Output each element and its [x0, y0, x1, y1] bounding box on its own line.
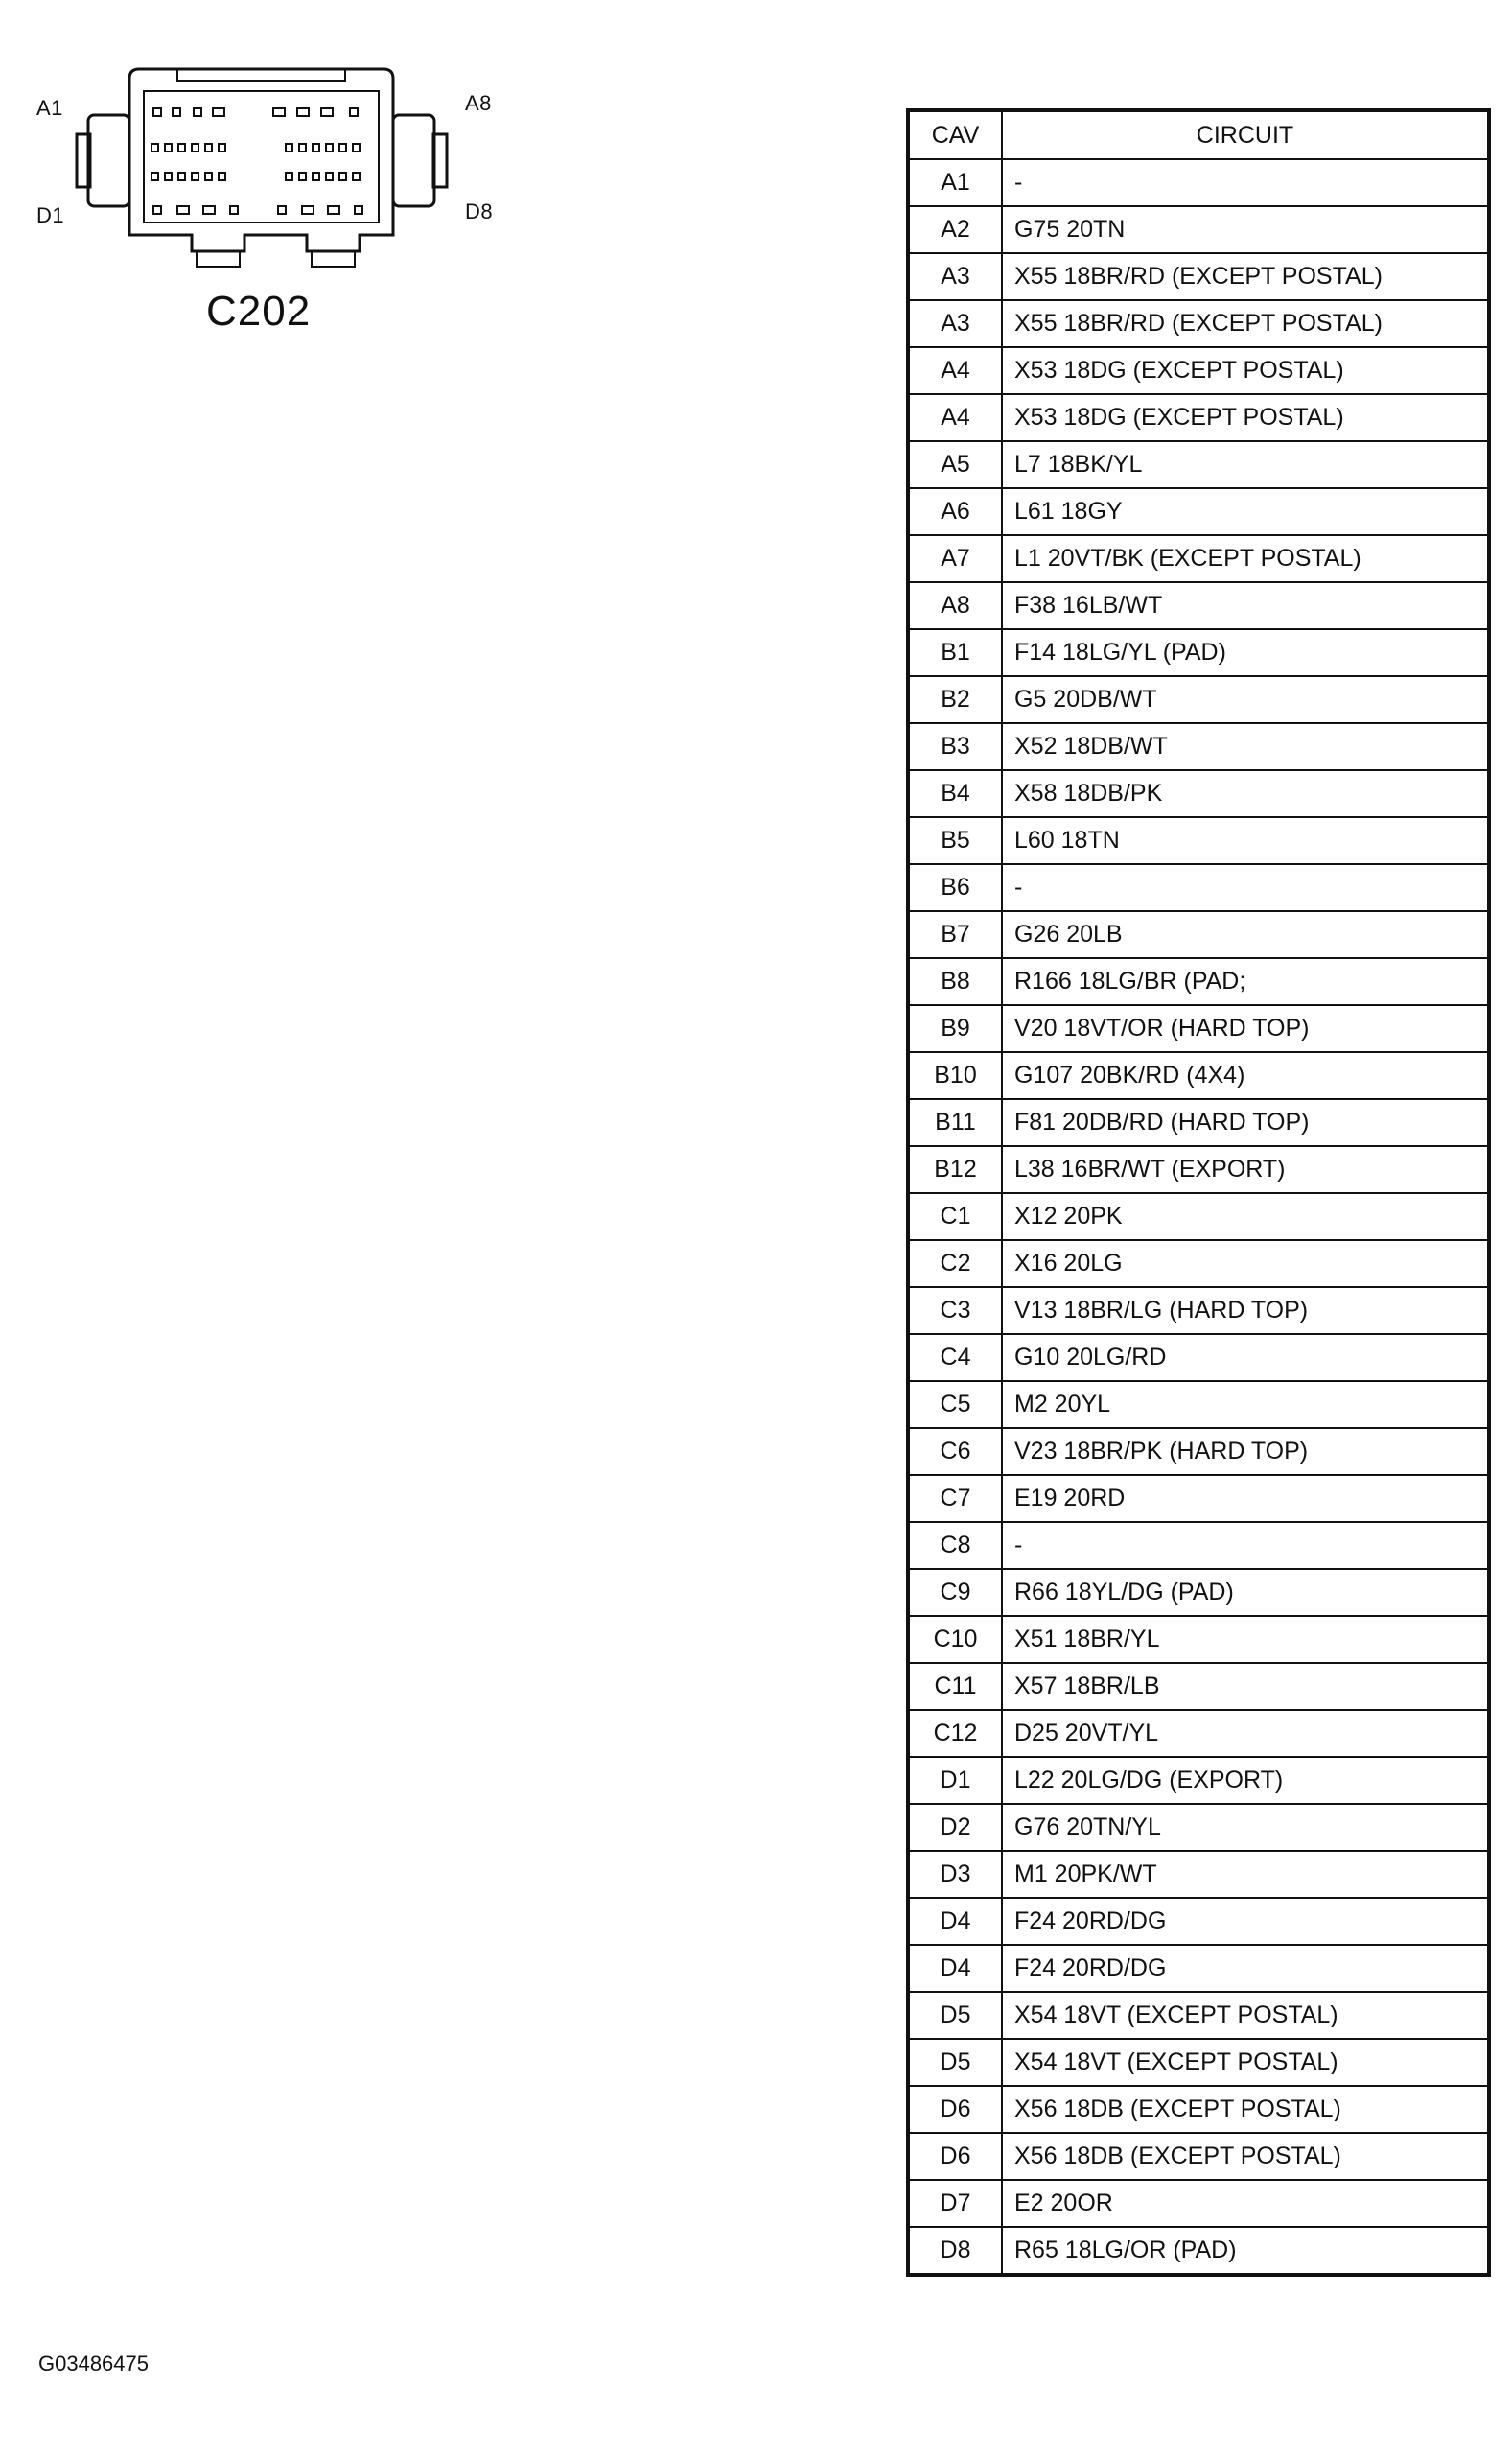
pin-label-a8: A8	[465, 91, 492, 115]
cav-cell: C12	[908, 1710, 1002, 1757]
table-row	[908, 1146, 1489, 1193]
circuit-cell: G76 20TN/YL	[1002, 1804, 1489, 1851]
table-row	[908, 1334, 1489, 1381]
cav-cell: B2	[908, 676, 1002, 723]
cav-cell: C9	[908, 1569, 1002, 1616]
circuit-cell: L22 20LG/DG (EXPORT)	[1002, 1757, 1489, 1804]
table-row	[908, 2086, 1489, 2133]
circuit-cell: X54 18VT (EXCEPT POSTAL)	[1002, 1992, 1489, 2039]
circuit-cell: V23 18BR/PK (HARD TOP)	[1002, 1428, 1489, 1475]
table-row	[908, 441, 1489, 488]
circuit-cell: M2 20YL	[1002, 1381, 1489, 1428]
cav-cell: A3	[908, 300, 1002, 347]
circuit-cell: F24 20RD/DG	[1002, 1945, 1489, 1992]
cav-cell: B7	[908, 911, 1002, 958]
table-row	[908, 1475, 1489, 1522]
circuit-cell: X57 18BR/LB	[1002, 1663, 1489, 1710]
cav-cell: D2	[908, 1804, 1002, 1851]
cav-cell: B6	[908, 864, 1002, 911]
circuit-cell: E19 20RD	[1002, 1475, 1489, 1522]
circuit-cell: -	[1002, 864, 1489, 911]
cav-cell: C11	[908, 1663, 1002, 1710]
circuit-cell: X16 20LG	[1002, 1240, 1489, 1287]
header-cav: CAV	[908, 110, 1002, 159]
table-row	[908, 1099, 1489, 1146]
cav-cell: B11	[908, 1099, 1002, 1146]
table-row	[908, 1945, 1489, 1992]
cav-cell: A4	[908, 347, 1002, 394]
cav-cell: D5	[908, 2039, 1002, 2086]
cav-cell: D4	[908, 1945, 1002, 1992]
circuit-cell: X56 18DB (EXCEPT POSTAL)	[1002, 2133, 1489, 2180]
table-row	[908, 347, 1489, 394]
circuit-cell: X54 18VT (EXCEPT POSTAL)	[1002, 2039, 1489, 2086]
table-row	[908, 864, 1489, 911]
circuit-cell: X53 18DG (EXCEPT POSTAL)	[1002, 347, 1489, 394]
cavity-circuit-table	[906, 108, 1491, 2277]
circuit-cell: E2 20OR	[1002, 2180, 1489, 2227]
cav-cell: B1	[908, 629, 1002, 676]
cav-cell: A1	[908, 159, 1002, 206]
circuit-cell: D25 20VT/YL	[1002, 1710, 1489, 1757]
cav-cell: D4	[908, 1898, 1002, 1945]
circuit-cell: X56 18DB (EXCEPT POSTAL)	[1002, 2086, 1489, 2133]
circuit-cell: L7 18BK/YL	[1002, 441, 1489, 488]
circuit-cell: R65 18LG/OR (PAD)	[1002, 2227, 1489, 2275]
circuit-cell: R66 18YL/DG (PAD)	[1002, 1569, 1489, 1616]
cav-cell: D6	[908, 2086, 1002, 2133]
table-row	[908, 2039, 1489, 2086]
circuit-cell: -	[1002, 159, 1489, 206]
table-row	[908, 2227, 1489, 2275]
cav-cell: A7	[908, 535, 1002, 582]
cav-cell: B10	[908, 1052, 1002, 1099]
table-row	[908, 1240, 1489, 1287]
header-circuit: CIRCUIT	[1002, 110, 1489, 159]
cav-cell: C5	[908, 1381, 1002, 1428]
table-row	[908, 817, 1489, 864]
circuit-cell: X55 18BR/RD (EXCEPT POSTAL)	[1002, 253, 1489, 300]
cav-cell: B3	[908, 723, 1002, 770]
table-row	[908, 1381, 1489, 1428]
cav-cell: C8	[908, 1522, 1002, 1569]
cav-cell: C6	[908, 1428, 1002, 1475]
table-row	[908, 394, 1489, 441]
table-row	[908, 1898, 1489, 1945]
cav-cell: A4	[908, 394, 1002, 441]
circuit-cell: G26 20LB	[1002, 911, 1489, 958]
table-row	[908, 159, 1489, 206]
cav-cell: C7	[908, 1475, 1002, 1522]
circuit-cell: R166 18LG/BR (PAD;	[1002, 958, 1489, 1005]
table-row	[908, 1522, 1489, 1569]
table-row	[908, 1851, 1489, 1898]
table-row	[908, 1616, 1489, 1663]
table-row	[908, 911, 1489, 958]
circuit-cell: G10 20LG/RD	[1002, 1334, 1489, 1381]
table-row	[908, 253, 1489, 300]
table-row	[908, 1428, 1489, 1475]
cav-cell: C3	[908, 1287, 1002, 1334]
table-row	[908, 535, 1489, 582]
cav-cell: D8	[908, 2227, 1002, 2275]
cav-cell: A2	[908, 206, 1002, 253]
circuit-cell: X55 18BR/RD (EXCEPT POSTAL)	[1002, 300, 1489, 347]
table-row	[908, 676, 1489, 723]
table-row	[908, 582, 1489, 629]
table-body	[908, 159, 1489, 2275]
table-row	[908, 1710, 1489, 1757]
connector-diagram	[0, 0, 537, 364]
table-row	[908, 1287, 1489, 1334]
table-header-row	[908, 110, 1489, 159]
table-row	[908, 1757, 1489, 1804]
cav-cell: A3	[908, 253, 1002, 300]
circuit-cell: -	[1002, 1522, 1489, 1569]
cav-cell: B12	[908, 1146, 1002, 1193]
table-row	[908, 1663, 1489, 1710]
table-row	[908, 1569, 1489, 1616]
table-row	[908, 206, 1489, 253]
circuit-cell: V13 18BR/LG (HARD TOP)	[1002, 1287, 1489, 1334]
cav-cell: C10	[908, 1616, 1002, 1663]
table-row	[908, 2180, 1489, 2227]
circuit-cell: G75 20TN	[1002, 206, 1489, 253]
cav-cell: A5	[908, 441, 1002, 488]
circuit-cell: L61 18GY	[1002, 488, 1489, 535]
circuit-cell: G107 20BK/RD (4X4)	[1002, 1052, 1489, 1099]
table-row	[908, 958, 1489, 1005]
cav-cell: B4	[908, 770, 1002, 817]
table-row	[908, 300, 1489, 347]
table-row	[908, 488, 1489, 535]
circuit-cell: X51 18BR/YL	[1002, 1616, 1489, 1663]
cav-cell: A8	[908, 582, 1002, 629]
circuit-cell: X53 18DG (EXCEPT POSTAL)	[1002, 394, 1489, 441]
connector-name: C202	[206, 288, 312, 335]
circuit-cell: F81 20DB/RD (HARD TOP)	[1002, 1099, 1489, 1146]
circuit-cell: F24 20RD/DG	[1002, 1898, 1489, 1945]
table-row	[908, 1052, 1489, 1099]
cav-cell: D6	[908, 2133, 1002, 2180]
circuit-cell: M1 20PK/WT	[1002, 1851, 1489, 1898]
cav-cell: C2	[908, 1240, 1002, 1287]
pin-label-d1: D1	[36, 203, 65, 227]
cav-cell: B8	[908, 958, 1002, 1005]
circuit-cell: X58 18DB/PK	[1002, 770, 1489, 817]
figure-id: G03486475	[38, 2352, 149, 2376]
table-row	[908, 1804, 1489, 1851]
cav-cell: C1	[908, 1193, 1002, 1240]
table-row	[908, 2133, 1489, 2180]
circuit-cell: F14 18LG/YL (PAD)	[1002, 629, 1489, 676]
cav-cell: C4	[908, 1334, 1002, 1381]
connector-c202-drawing	[0, 0, 537, 288]
circuit-cell: L1 20VT/BK (EXCEPT POSTAL)	[1002, 535, 1489, 582]
table-row	[908, 629, 1489, 676]
cav-cell: D1	[908, 1757, 1002, 1804]
circuit-cell: X52 18DB/WT	[1002, 723, 1489, 770]
table-row	[908, 1193, 1489, 1240]
cav-cell: D3	[908, 1851, 1002, 1898]
circuit-cell: G5 20DB/WT	[1002, 676, 1489, 723]
table-row	[908, 1005, 1489, 1052]
table-row	[908, 1992, 1489, 2039]
circuit-cell: L38 16BR/WT (EXPORT)	[1002, 1146, 1489, 1193]
cav-cell: B9	[908, 1005, 1002, 1052]
table-row	[908, 770, 1489, 817]
cav-cell: D7	[908, 2180, 1002, 2227]
cav-cell: B5	[908, 817, 1002, 864]
pin-label-d8: D8	[465, 199, 494, 223]
table-row	[908, 723, 1489, 770]
circuit-cell: L60 18TN	[1002, 817, 1489, 864]
cav-cell: A6	[908, 488, 1002, 535]
circuit-cell: X12 20PK	[1002, 1193, 1489, 1240]
pin-label-a1: A1	[36, 96, 63, 120]
cav-cell: D5	[908, 1992, 1002, 2039]
circuit-cell: V20 18VT/OR (HARD TOP)	[1002, 1005, 1489, 1052]
circuit-cell: F38 16LB/WT	[1002, 582, 1489, 629]
